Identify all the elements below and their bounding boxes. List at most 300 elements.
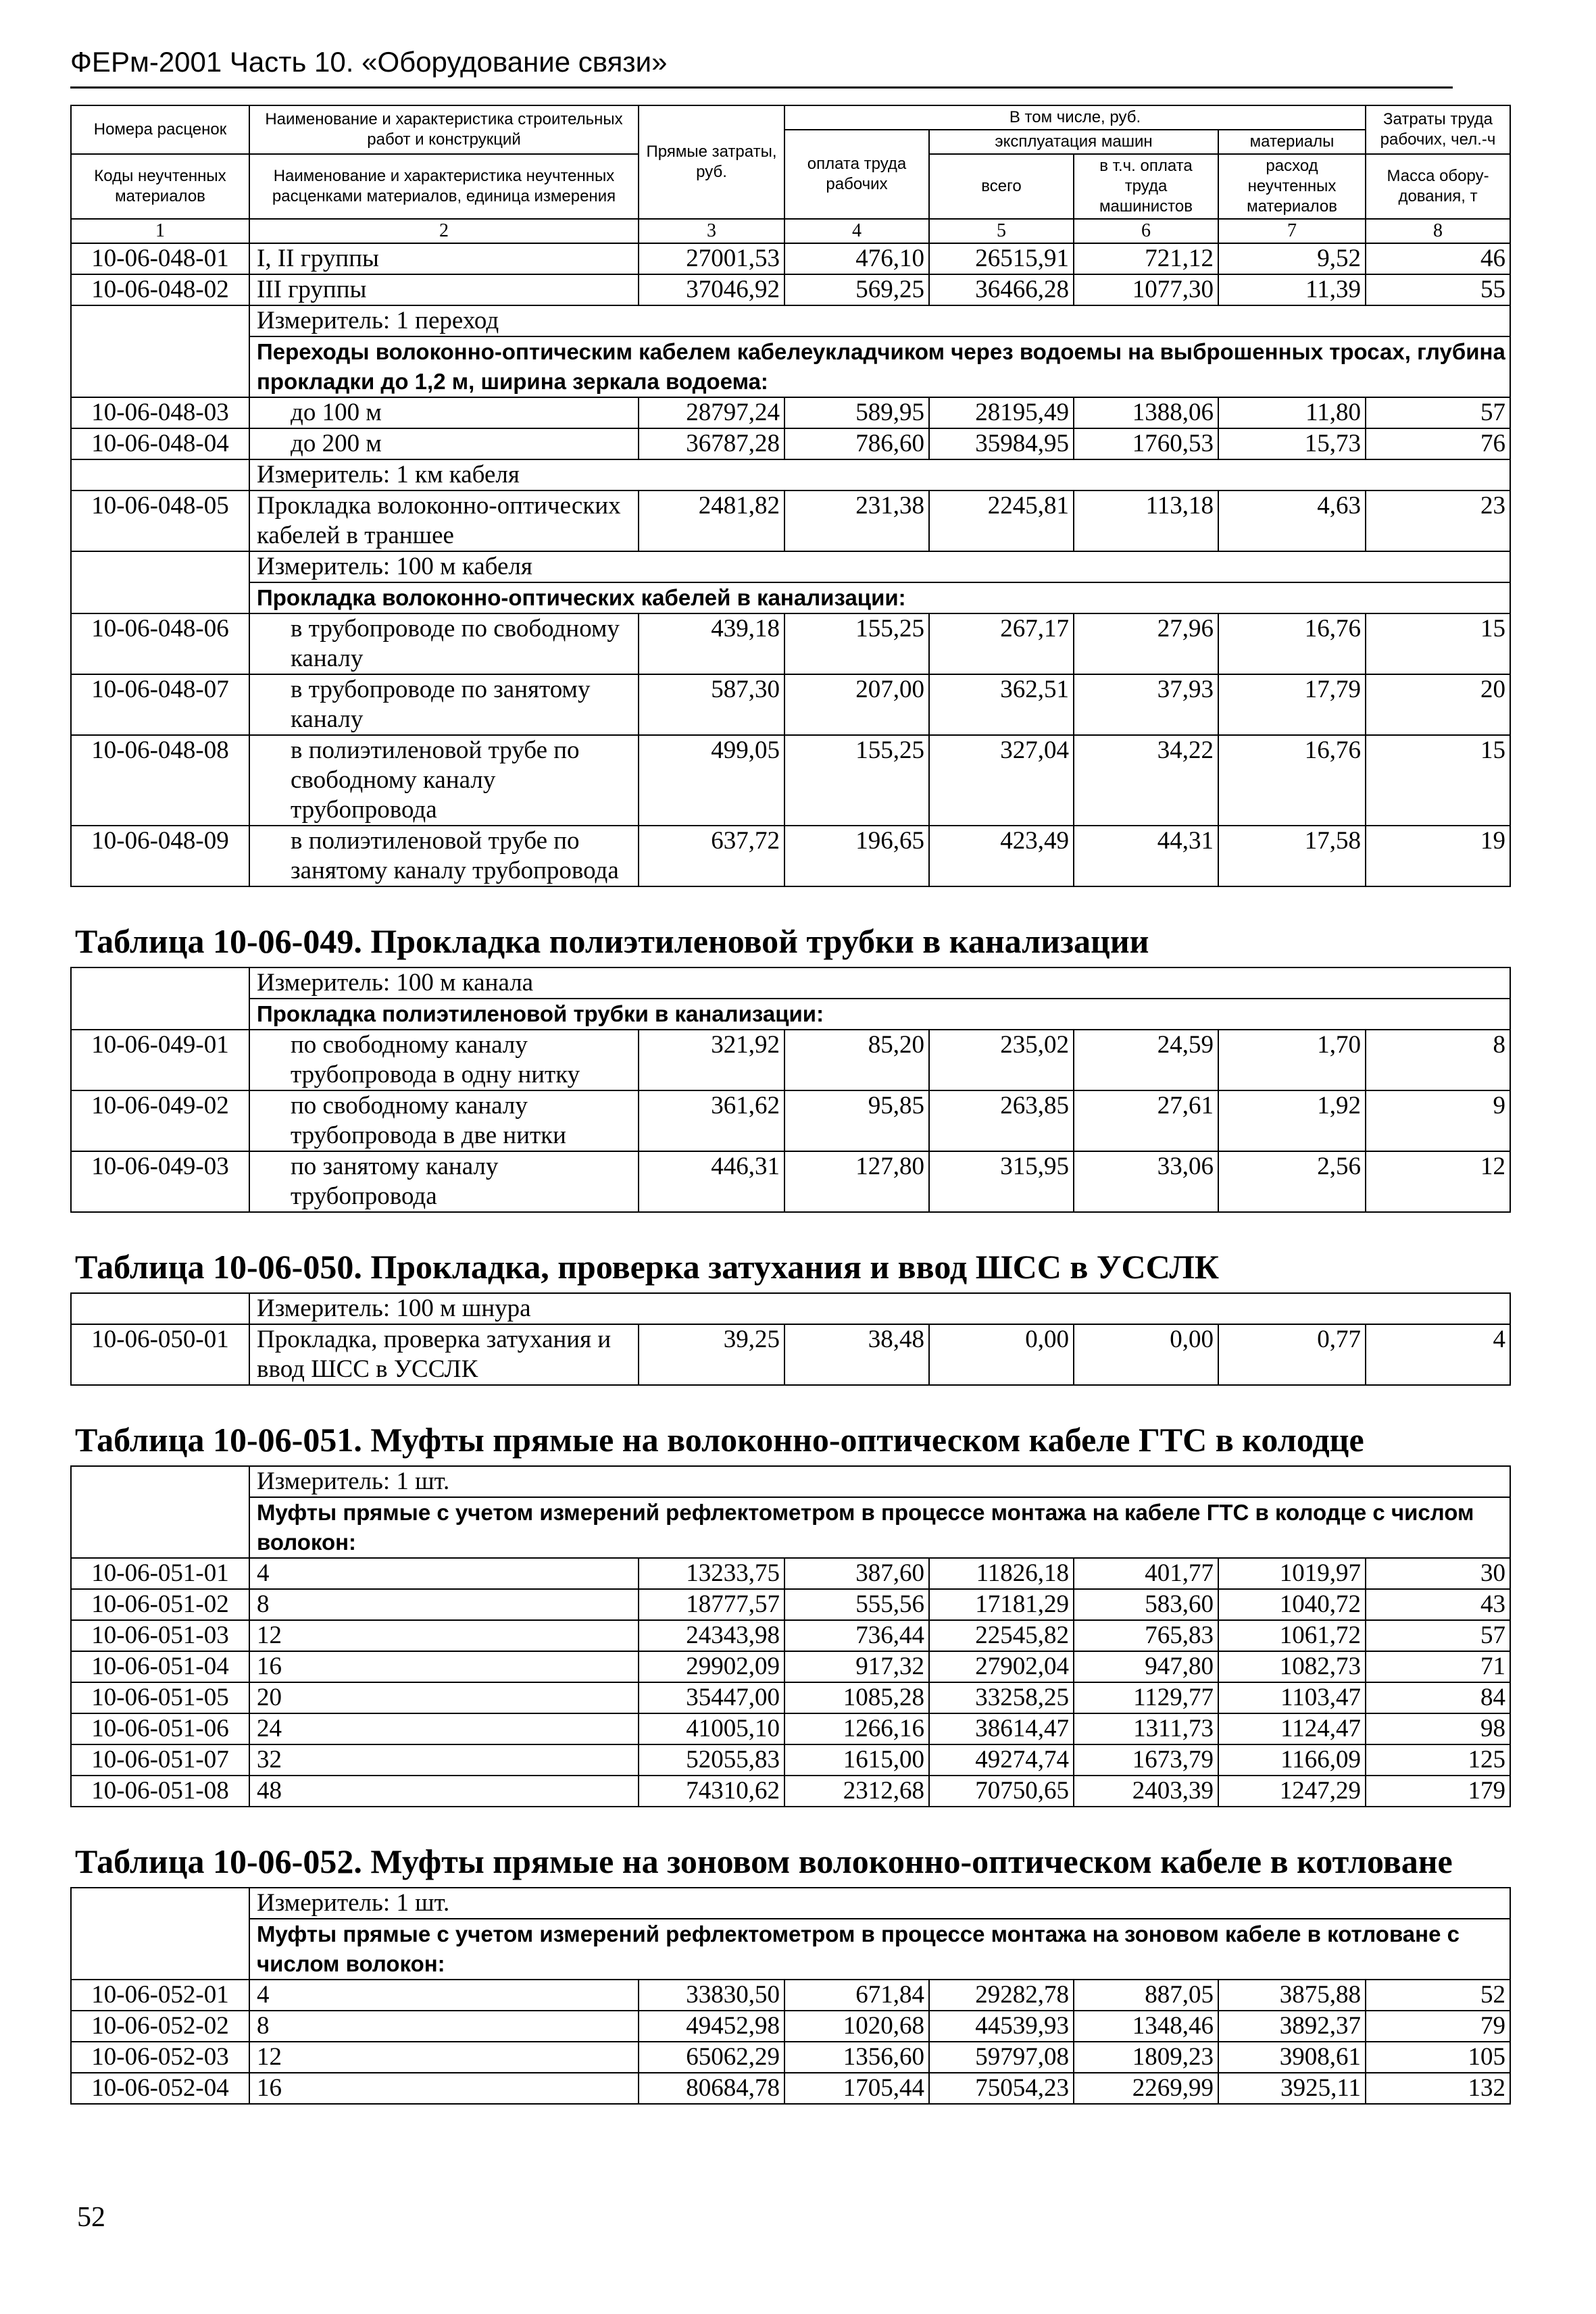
value-cell: 27,61 [1074, 1090, 1218, 1151]
table-row [71, 826, 1510, 886]
col-number: 6 [1074, 219, 1218, 243]
value-cell: 74310,62 [639, 1776, 784, 1807]
measure-unit-row [71, 967, 1510, 999]
value-cell: 15 [1366, 613, 1510, 674]
rate-code: 10-06-048-02 [71, 274, 249, 305]
table-row [71, 1090, 1510, 1151]
value-cell: 1085,28 [784, 1682, 929, 1713]
rate-code: 10-06-048-07 [71, 674, 249, 735]
group-heading: Прокладка волоконно-оптических кабелей в канализации: [249, 582, 1510, 613]
value-cell: 947,80 [1074, 1651, 1218, 1682]
value-cell: 11,80 [1218, 397, 1366, 428]
table-row [71, 1651, 1510, 1682]
value-cell: 439,18 [639, 613, 784, 674]
table-title-row [71, 914, 1510, 967]
table-row [71, 613, 1510, 674]
value-cell: 37,93 [1074, 674, 1218, 735]
value-cell: 1348,46 [1074, 2011, 1218, 2042]
spacer-cell [71, 1807, 1510, 1834]
spacer-cell [71, 886, 1510, 914]
value-cell: 587,30 [639, 674, 784, 735]
value-cell: 57 [1366, 1620, 1510, 1651]
value-cell: 721,12 [1074, 243, 1218, 274]
value-cell: 27902,04 [929, 1651, 1074, 1682]
rate-code: 10-06-049-03 [71, 1151, 249, 1212]
spacer-cell [71, 1385, 1510, 1413]
value-cell: 70750,65 [929, 1776, 1074, 1807]
work-name: 16 [249, 2073, 639, 2104]
value-cell: 44539,93 [929, 2011, 1074, 2042]
value-cell: 8 [1366, 1030, 1510, 1090]
group-heading-row [71, 999, 1510, 1030]
spacer-cell [71, 1212, 1510, 1240]
value-cell: 39,25 [639, 1324, 784, 1385]
col-number: 4 [784, 219, 929, 243]
spacer-row [71, 1807, 1510, 1834]
group-heading: Муфты прямые с учетом измерений рефлектометром в процессе монтажа на зоновом кабеле в котловане с числом волокон: [249, 1919, 1510, 1980]
value-cell: 127,80 [784, 1151, 929, 1212]
spacer-row [71, 1212, 1510, 1240]
table-row [71, 1589, 1510, 1620]
measure-unit: Измеритель: 1 переход [249, 305, 1510, 336]
value-cell: 9,52 [1218, 243, 1366, 274]
col-number: 8 [1366, 219, 1510, 243]
table-title: Таблица 10-06-052. Муфты прямые на зоновом волоконно-оптическом кабеле в котловане [71, 1834, 1510, 1888]
work-name: до 200 м [249, 428, 639, 459]
table-row [71, 1776, 1510, 1807]
table-title: Таблица 10-06-049. Прокладка полиэтиленовой трубки в канализации [71, 914, 1510, 967]
value-cell: 569,25 [784, 274, 929, 305]
value-cell: 1129,77 [1074, 1682, 1218, 1713]
empty-cell [71, 336, 249, 397]
value-cell: 11826,18 [929, 1558, 1074, 1589]
value-cell: 0,00 [1074, 1324, 1218, 1385]
table-row [71, 1744, 1510, 1776]
header-rule [70, 86, 1453, 89]
table-row [71, 1151, 1510, 1212]
rate-code: 10-06-052-03 [71, 2042, 249, 2073]
empty-cell [71, 551, 249, 582]
value-cell: 23 [1366, 491, 1510, 551]
value-cell: 3892,37 [1218, 2011, 1366, 2042]
rate-code: 10-06-048-04 [71, 428, 249, 459]
value-cell: 59797,08 [929, 2042, 1074, 2073]
value-cell: 2269,99 [1074, 2073, 1218, 2104]
value-cell: 19 [1366, 826, 1510, 886]
value-cell: 1,92 [1218, 1090, 1366, 1151]
measure-unit-row [71, 305, 1510, 336]
rate-code: 10-06-049-01 [71, 1030, 249, 1090]
value-cell: 736,44 [784, 1620, 929, 1651]
value-cell: 75054,23 [929, 2073, 1074, 2104]
value-cell: 57 [1366, 397, 1510, 428]
table-row [71, 1324, 1510, 1385]
group-heading-row [71, 1919, 1510, 1980]
value-cell: 1760,53 [1074, 428, 1218, 459]
value-cell: 71 [1366, 1651, 1510, 1682]
value-cell: 786,60 [784, 428, 929, 459]
machines-header: эксплуатация машин [929, 130, 1218, 154]
rate-code: 10-06-048-06 [71, 613, 249, 674]
empty-cell [71, 1466, 249, 1497]
table-row [71, 2073, 1510, 2104]
value-cell: 15,73 [1218, 428, 1366, 459]
value-cell: 196,65 [784, 826, 929, 886]
col-number: 7 [1218, 219, 1366, 243]
work-name: 8 [249, 1589, 639, 1620]
value-cell: 1077,30 [1074, 274, 1218, 305]
value-cell: 22545,82 [929, 1620, 1074, 1651]
value-cell: 235,02 [929, 1030, 1074, 1090]
value-cell: 49452,98 [639, 2011, 784, 2042]
rate-code: 10-06-051-05 [71, 1682, 249, 1713]
value-cell: 499,05 [639, 735, 784, 826]
value-cell: 113,18 [1074, 491, 1218, 551]
rate-code: 10-06-052-04 [71, 2073, 249, 2104]
col6-header: в т.ч. оплата труда машинистов [1074, 154, 1218, 219]
work-name: в полиэтиленовой трубе по занятому каналу трубопровода [249, 826, 639, 886]
value-cell: 583,60 [1074, 1589, 1218, 1620]
value-cell: 589,95 [784, 397, 929, 428]
rate-code: 10-06-051-02 [71, 1589, 249, 1620]
group-heading: Муфты прямые с учетом измерений рефлектометром в процессе монтажа на кабеле ГТС в колодце с числом волокон: [249, 1497, 1510, 1558]
value-cell: 29902,09 [639, 1651, 784, 1682]
table-title-row [71, 1834, 1510, 1888]
value-cell: 267,17 [929, 613, 1074, 674]
empty-cell [71, 999, 249, 1030]
value-cell: 36787,28 [639, 428, 784, 459]
value-cell: 1311,73 [1074, 1713, 1218, 1744]
value-cell: 361,62 [639, 1090, 784, 1151]
value-cell: 52 [1366, 1980, 1510, 2011]
value-cell: 1019,97 [1218, 1558, 1366, 1589]
work-name: 12 [249, 1620, 639, 1651]
value-cell: 13233,75 [639, 1558, 784, 1589]
value-cell: 321,92 [639, 1030, 784, 1090]
rate-code: 10-06-049-02 [71, 1090, 249, 1151]
value-cell: 476,10 [784, 243, 929, 274]
value-cell: 555,56 [784, 1589, 929, 1620]
col7-header: расход неучтенных материалов [1218, 154, 1366, 219]
rate-code: 10-06-052-02 [71, 2011, 249, 2042]
value-cell: 17,58 [1218, 826, 1366, 886]
measure-unit-row [71, 459, 1510, 491]
measure-unit: Измеритель: 1 шт. [249, 1888, 1510, 1919]
col2-top-header: Наименование и характеристика строительных работ и конструкций [249, 105, 639, 154]
value-cell: 35984,95 [929, 428, 1074, 459]
value-cell: 55 [1366, 274, 1510, 305]
col4-header: оплата труда рабочих [784, 130, 929, 219]
value-cell: 1040,72 [1218, 1589, 1366, 1620]
value-cell: 1061,72 [1218, 1620, 1366, 1651]
empty-cell [71, 1888, 249, 1919]
value-cell: 84 [1366, 1682, 1510, 1713]
rates-table [70, 105, 1511, 2105]
value-cell: 52055,83 [639, 1744, 784, 1776]
rate-code: 10-06-051-08 [71, 1776, 249, 1807]
value-cell: 401,77 [1074, 1558, 1218, 1589]
rate-code: 10-06-051-07 [71, 1744, 249, 1776]
value-cell: 30 [1366, 1558, 1510, 1589]
value-cell: 76 [1366, 428, 1510, 459]
measure-unit-row [71, 1466, 1510, 1497]
group-heading: Переходы волоконно-оптическим кабелем кабелеукладчиком через водоемы на выброшенных тросах, глубина прокладки до 1,2 м, ширина зеркала водоема: [249, 336, 1510, 397]
value-cell: 24,59 [1074, 1030, 1218, 1090]
value-cell: 98 [1366, 1713, 1510, 1744]
table-row [71, 1030, 1510, 1090]
value-cell: 15 [1366, 735, 1510, 826]
value-cell: 1356,60 [784, 2042, 929, 2073]
value-cell: 3875,88 [1218, 1980, 1366, 2011]
value-cell: 41005,10 [639, 1713, 784, 1744]
materials-header: материалы [1218, 130, 1366, 154]
value-cell: 29282,78 [929, 1980, 1074, 2011]
value-cell: 1388,06 [1074, 397, 1218, 428]
work-name: 20 [249, 1682, 639, 1713]
col1-bottom-header: Коды неучтенных материалов [71, 154, 249, 219]
value-cell: 2245,81 [929, 491, 1074, 551]
value-cell: 0,77 [1218, 1324, 1366, 1385]
value-cell: 1,70 [1218, 1030, 1366, 1090]
value-cell: 38,48 [784, 1324, 929, 1385]
table-row [71, 674, 1510, 735]
value-cell: 4 [1366, 1324, 1510, 1385]
empty-cell [71, 1293, 249, 1324]
value-cell: 207,00 [784, 674, 929, 735]
work-name: в трубопроводе по занятому каналу [249, 674, 639, 735]
value-cell: 132 [1366, 2073, 1510, 2104]
table-row [71, 1713, 1510, 1744]
value-cell: 765,83 [1074, 1620, 1218, 1651]
work-name: в полиэтиленовой трубе по свободному каналу трубопровода [249, 735, 639, 826]
value-cell: 917,32 [784, 1651, 929, 1682]
group-heading: Прокладка полиэтиленовой трубки в канализации: [249, 999, 1510, 1030]
rate-code: 10-06-051-03 [71, 1620, 249, 1651]
group-heading-row [71, 582, 1510, 613]
empty-cell [71, 1497, 249, 1558]
measure-unit: Измеритель: 100 м кабеля [249, 551, 1510, 582]
table-row [71, 428, 1510, 459]
value-cell: 125 [1366, 1744, 1510, 1776]
measure-unit-row [71, 1888, 1510, 1919]
work-name: Прокладка волоконно-оптических кабелей в траншее [249, 491, 639, 551]
value-cell: 95,85 [784, 1090, 929, 1151]
col8-top-header: Затраты труда рабочих, чел.-ч [1366, 105, 1510, 154]
value-cell: 2403,39 [1074, 1776, 1218, 1807]
value-cell: 155,25 [784, 735, 929, 826]
work-name: до 100 м [249, 397, 639, 428]
value-cell: 179 [1366, 1776, 1510, 1807]
measure-unit-row [71, 551, 1510, 582]
value-cell: 33258,25 [929, 1682, 1074, 1713]
rate-code: 10-06-048-03 [71, 397, 249, 428]
col3-header: Прямые затраты, руб. [639, 105, 784, 219]
table-row [71, 397, 1510, 428]
value-cell: 887,05 [1074, 1980, 1218, 2011]
value-cell: 28797,24 [639, 397, 784, 428]
work-name: 32 [249, 1744, 639, 1776]
value-cell: 1809,23 [1074, 2042, 1218, 2073]
spacer-row [71, 886, 1510, 914]
value-cell: 1103,47 [1218, 1682, 1366, 1713]
value-cell: 1166,09 [1218, 1744, 1366, 1776]
work-name: 16 [249, 1651, 639, 1682]
value-cell: 2,56 [1218, 1151, 1366, 1212]
value-cell: 26515,91 [929, 243, 1074, 274]
value-cell: 28195,49 [929, 397, 1074, 428]
value-cell: 17181,29 [929, 1589, 1074, 1620]
table-title-row [71, 1240, 1510, 1293]
value-cell: 231,38 [784, 491, 929, 551]
measure-unit: Измеритель: 100 м канала [249, 967, 1510, 999]
value-cell: 79 [1366, 2011, 1510, 2042]
value-cell: 33,06 [1074, 1151, 1218, 1212]
table-row [71, 243, 1510, 274]
work-name: III группы [249, 274, 639, 305]
value-cell: 423,49 [929, 826, 1074, 886]
value-cell: 27001,53 [639, 243, 784, 274]
value-cell: 1705,44 [784, 2073, 929, 2104]
value-cell: 155,25 [784, 613, 929, 674]
work-name: в трубопроводе по свободному каналу [249, 613, 639, 674]
work-name: по свободному каналу трубопровода в одну нитку [249, 1030, 639, 1090]
value-cell: 637,72 [639, 826, 784, 886]
work-name: Прокладка, проверка затухания и ввод ШСС в УССЛК [249, 1324, 639, 1385]
value-cell: 16,76 [1218, 613, 1366, 674]
value-cell: 12 [1366, 1151, 1510, 1212]
value-cell: 17,79 [1218, 674, 1366, 735]
value-cell: 1124,47 [1218, 1713, 1366, 1744]
value-cell: 362,51 [929, 674, 1074, 735]
col8-bottom-header: Масса обору-дования, т [1366, 154, 1510, 219]
value-cell: 3925,11 [1218, 2073, 1366, 2104]
work-name: 48 [249, 1776, 639, 1807]
value-cell: 1266,16 [784, 1713, 929, 1744]
col-number: 2 [249, 219, 639, 243]
work-name: 12 [249, 2042, 639, 2073]
col2-bottom-header: Наименование и характеристика неучтенных расценками материалов, единица измерения [249, 154, 639, 219]
value-cell: 387,60 [784, 1558, 929, 1589]
value-cell: 446,31 [639, 1151, 784, 1212]
value-cell: 46 [1366, 243, 1510, 274]
value-cell: 18777,57 [639, 1589, 784, 1620]
table-row [71, 1558, 1510, 1589]
value-cell: 327,04 [929, 735, 1074, 826]
col-number: 5 [929, 219, 1074, 243]
rate-code: 10-06-052-01 [71, 1980, 249, 2011]
value-cell: 38614,47 [929, 1713, 1074, 1744]
value-cell: 0,00 [929, 1324, 1074, 1385]
value-cell: 11,39 [1218, 274, 1366, 305]
empty-cell [71, 1919, 249, 1980]
work-name: 8 [249, 2011, 639, 2042]
work-name: по свободному каналу трубопровода в две нитки [249, 1090, 639, 1151]
value-cell: 16,76 [1218, 735, 1366, 826]
column-numbers-row [71, 219, 1510, 243]
col-number: 3 [639, 219, 784, 243]
table-row [71, 1682, 1510, 1713]
table-row [71, 735, 1510, 826]
rate-code: 10-06-051-04 [71, 1651, 249, 1682]
value-cell: 34,22 [1074, 735, 1218, 826]
rate-code: 10-06-048-09 [71, 826, 249, 886]
spacer-row [71, 1385, 1510, 1413]
work-name: 4 [249, 1558, 639, 1589]
empty-cell [71, 459, 249, 491]
value-cell: 2312,68 [784, 1776, 929, 1807]
table-row [71, 1980, 1510, 2011]
work-name: 24 [249, 1713, 639, 1744]
value-cell: 80684,78 [639, 2073, 784, 2104]
rate-code: 10-06-050-01 [71, 1324, 249, 1385]
measure-unit: Измеритель: 1 км кабеля [249, 459, 1510, 491]
in-total-header: В том числе, руб. [784, 105, 1366, 130]
work-name: I, II группы [249, 243, 639, 274]
value-cell: 44,31 [1074, 826, 1218, 886]
value-cell: 1082,73 [1218, 1651, 1366, 1682]
table-row [71, 274, 1510, 305]
measure-unit-row [71, 1293, 1510, 1324]
value-cell: 1020,68 [784, 2011, 929, 2042]
work-name: по занятому каналу трубопровода [249, 1151, 639, 1212]
value-cell: 2481,82 [639, 491, 784, 551]
rate-code: 10-06-051-06 [71, 1713, 249, 1744]
value-cell: 1673,79 [1074, 1744, 1218, 1776]
value-cell: 3908,61 [1218, 2042, 1366, 2073]
table-row [71, 2042, 1510, 2073]
value-cell: 49274,74 [929, 1744, 1074, 1776]
value-cell: 9 [1366, 1090, 1510, 1151]
measure-unit: Измеритель: 1 шт. [249, 1466, 1510, 1497]
value-cell: 33830,50 [639, 1980, 784, 2011]
rate-code: 10-06-051-01 [71, 1558, 249, 1589]
rate-code: 10-06-048-01 [71, 243, 249, 274]
table-title: Таблица 10-06-050. Прокладка, проверка затухания и ввод ШСС в УССЛК [71, 1240, 1510, 1293]
value-cell: 27,96 [1074, 613, 1218, 674]
empty-cell [71, 582, 249, 613]
work-name: 4 [249, 1980, 639, 2011]
value-cell: 65062,29 [639, 2042, 784, 2073]
col5-header: всего [929, 154, 1074, 219]
value-cell: 36466,28 [929, 274, 1074, 305]
page-number: 52 [77, 2202, 105, 2233]
rate-code: 10-06-048-08 [71, 735, 249, 826]
value-cell: 315,95 [929, 1151, 1074, 1212]
value-cell: 35447,00 [639, 1682, 784, 1713]
value-cell: 105 [1366, 2042, 1510, 2073]
table-title: Таблица 10-06-051. Муфты прямые на волоконно-оптическом кабеле ГТС в колодце [71, 1413, 1510, 1466]
group-heading-row [71, 1497, 1510, 1558]
value-cell: 43 [1366, 1589, 1510, 1620]
value-cell: 263,85 [929, 1090, 1074, 1151]
page-header: ФЕРм-2001 Часть 10. «Оборудование связи» [70, 46, 668, 78]
measure-unit: Измеритель: 100 м шнура [249, 1293, 1510, 1324]
table-row [71, 2011, 1510, 2042]
group-heading-row [71, 336, 1510, 397]
value-cell: 671,84 [784, 1980, 929, 2011]
value-cell: 1615,00 [784, 1744, 929, 1776]
header-row-1 [71, 105, 1510, 130]
col-number: 1 [71, 219, 249, 243]
empty-cell [71, 967, 249, 999]
rate-code: 10-06-048-05 [71, 491, 249, 551]
col1-top-header: Номера расценок [71, 105, 249, 154]
value-cell: 24343,98 [639, 1620, 784, 1651]
value-cell: 37046,92 [639, 274, 784, 305]
value-cell: 20 [1366, 674, 1510, 735]
table-row [71, 1620, 1510, 1651]
value-cell: 4,63 [1218, 491, 1366, 551]
